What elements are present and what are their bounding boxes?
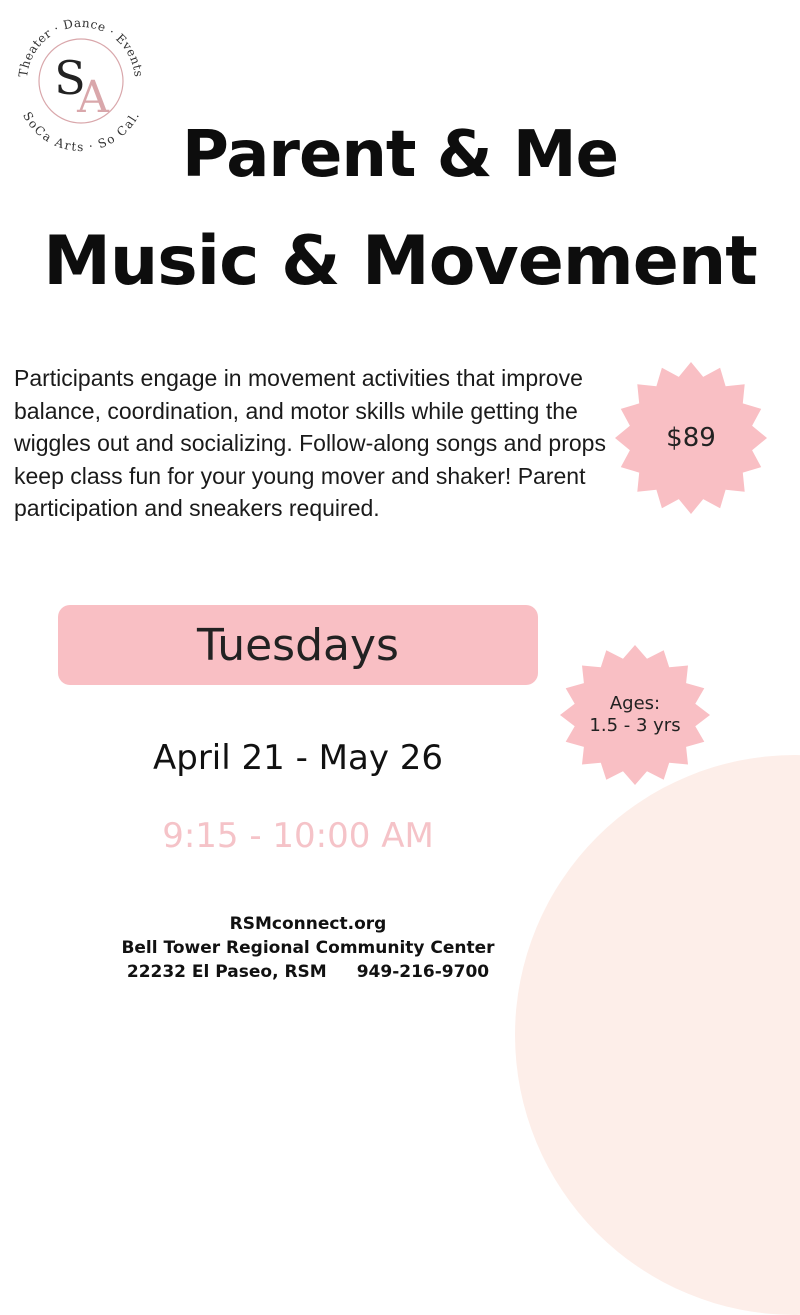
footer-venue: Bell Tower Regional Community Center: [121, 938, 495, 958]
class-time: 9:15 - 10:00 AM: [162, 816, 434, 856]
title-line-2: Music & Movement: [43, 222, 757, 301]
footer-phone: 949-216-9700: [356, 962, 490, 982]
class-day: Tuesdays: [197, 619, 399, 671]
logo-letter-a: A: [77, 72, 109, 123]
footer-address: 22232 El Paseo, RSM: [126, 962, 327, 982]
footer-website: RSMconnect.org: [229, 914, 387, 934]
logo-letter-s: S: [54, 51, 86, 105]
logo-ring-top: Theater · Dance · Events: [16, 15, 146, 78]
class-day-banner: [58, 605, 538, 685]
price-label: $89: [666, 423, 716, 453]
footer-address-line: [58, 962, 558, 982]
title-line-1: Parent & Me: [182, 118, 618, 192]
ages-label: Ages:: [609, 693, 661, 714]
class-dates: April 21 - May 26: [152, 738, 444, 778]
decorative-corner-circle: [515, 755, 800, 1315]
logo-ring-bottom: SoCa Arts · So Cal.: [20, 109, 142, 154]
ages-badge: [560, 645, 710, 785]
class-description: Participants engage in movement activities that improve balance, coordination, and motor skills while getting the wiggles out and socializing. Follow-along songs and props keep class fun for your young mover and shaker! Parent participation and sneakers required.: [14, 365, 606, 521]
price-badge: [615, 362, 767, 514]
ages-range: 1.5 - 3 yrs: [589, 715, 681, 736]
